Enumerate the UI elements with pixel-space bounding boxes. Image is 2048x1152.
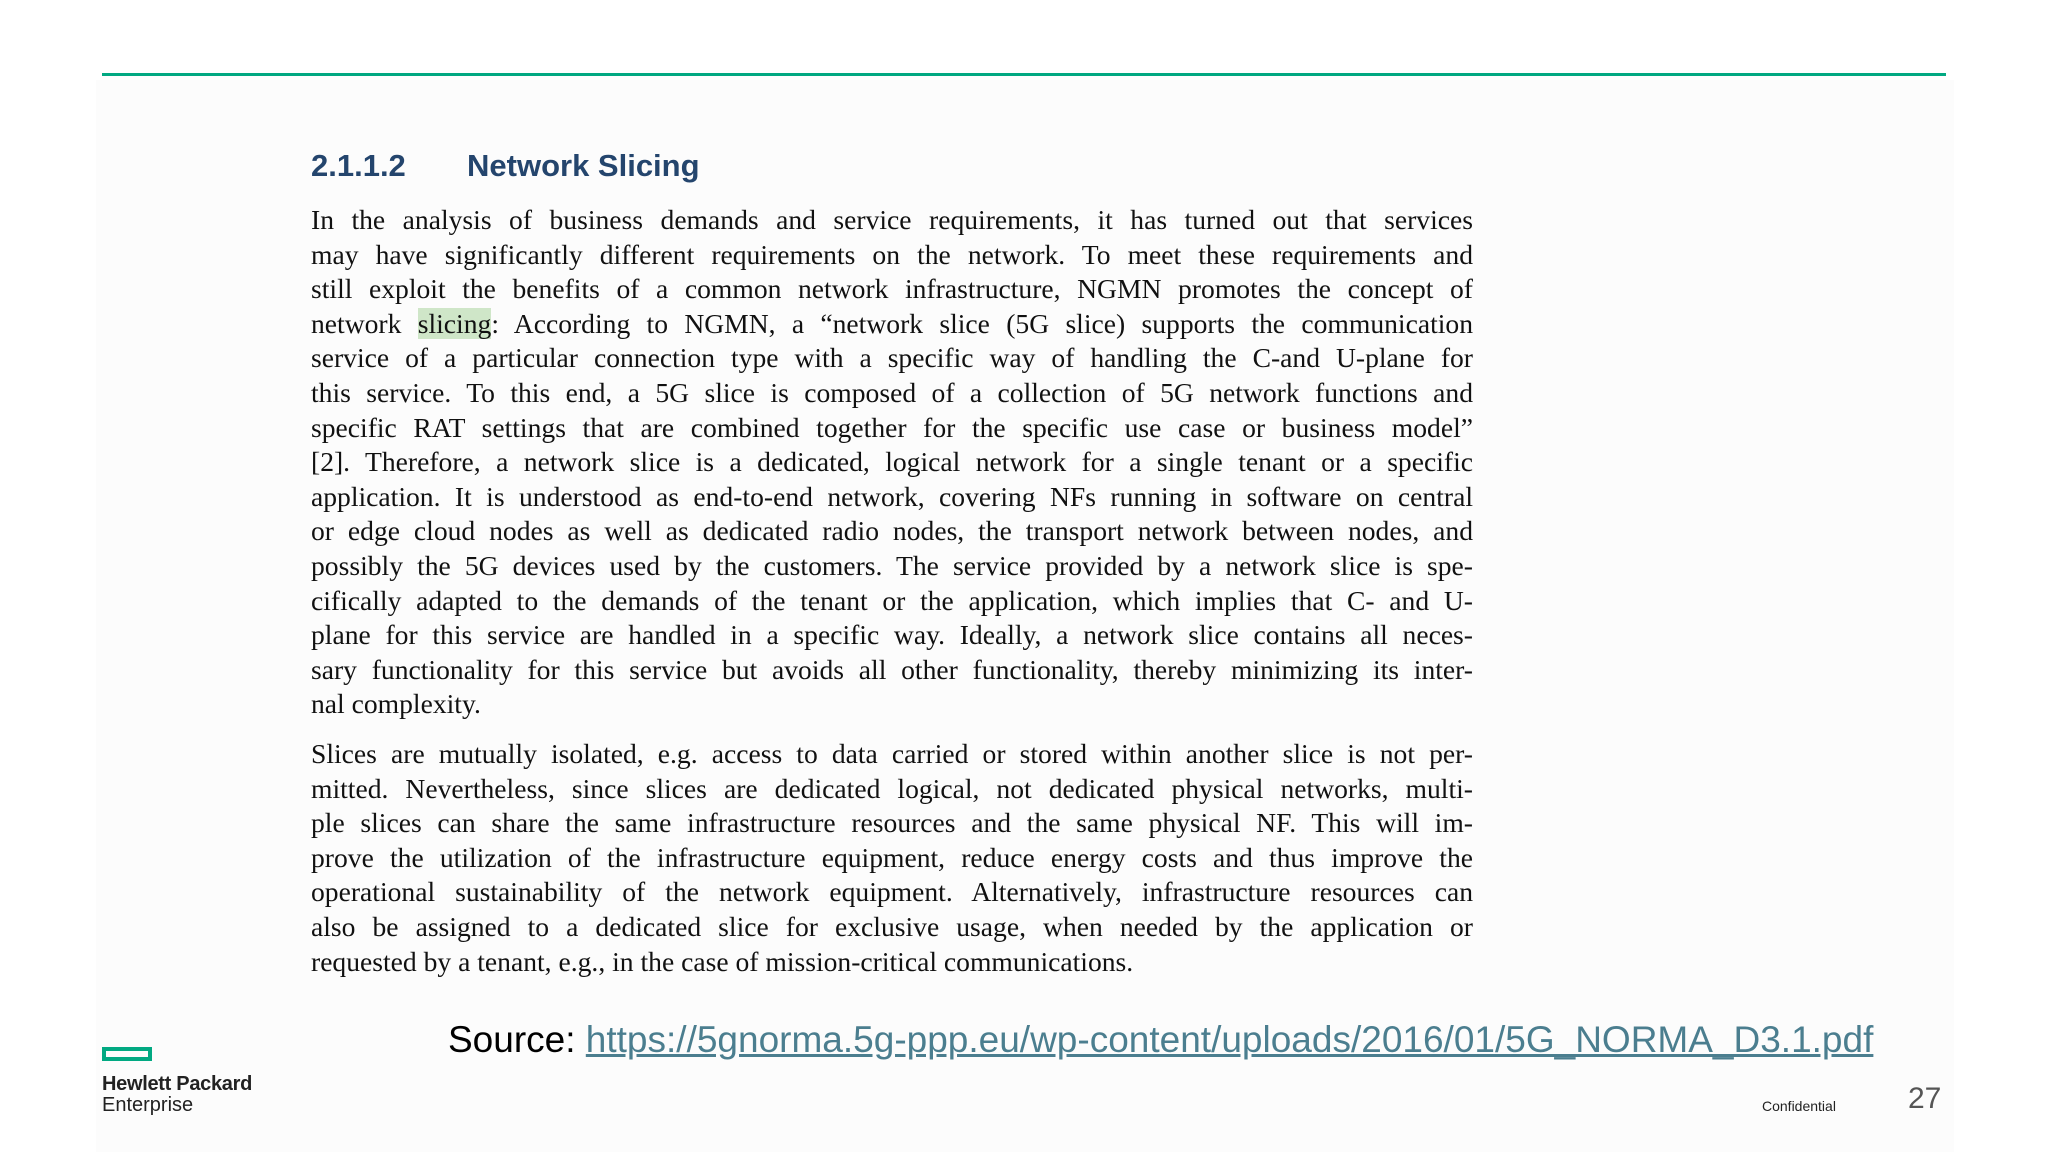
paragraph-line: mitted. Nevertheless, since slices are dedicated logical, not dedicated physical networks, multi- — [311, 772, 1473, 804]
section-heading — [311, 148, 700, 184]
section-title: Network Slicing — [467, 148, 700, 183]
paragraph-line: application. It is understood as end-to-end network, covering NFs running in software on central — [311, 480, 1473, 512]
hpe-logo — [102, 1047, 272, 1117]
paragraph-line: [2]. Therefore, a network slice is a dedicated, logical network for a single tenant or a specific — [311, 446, 1473, 478]
paragraph-line: prove the utilization of the infrastructure equipment, reduce energy costs and thus improve the — [311, 841, 1473, 873]
paragraph-line: still exploit the benefits of a common network infrastructure, NGMN promotes the concept of — [311, 273, 1473, 305]
paragraph-line: ple slices can share the same infrastructure resources and the same physical NF. This will im- — [311, 807, 1473, 839]
confidential-label: Confidential — [1762, 1098, 1836, 1114]
line-segment: : According to NGMN, a “network slice (5G slice) supports the communication — [491, 307, 1473, 339]
paragraph-line: Slices are mutually isolated, e.g. access to data carried or stored within another slice is not per- — [311, 738, 1473, 769]
section-number: 2.1.1.2 — [311, 148, 406, 183]
source-link[interactable]: https://5gnorma.5g-ppp.eu/wp-content/uploads/2016/01/5G_NORMA_D3.1.pdf — [585, 1019, 1874, 1060]
paragraph-1 — [311, 203, 1473, 722]
paragraph-line: service of a particular connection type with a specific way of handling the C-and U-plane for — [311, 342, 1473, 374]
logo-rectangle-icon — [102, 1047, 152, 1061]
source-citation — [448, 1019, 1873, 1061]
paragraph-line: or edge cloud nodes as well as dedicated radio nodes, the transport network between nodes, and — [311, 515, 1473, 547]
page-number: 27 — [1908, 1082, 1942, 1115]
paragraph-line: possibly the 5G devices used by the customers. The service provided by a network slice is spe- — [311, 549, 1473, 581]
paragraph-line: sary functionality for this service but avoids all other functionality, thereby minimizing its inter- — [311, 653, 1473, 685]
paragraph-line: may have significantly different requirements on the network. To meet these requirements and — [311, 238, 1473, 270]
paragraph-line: nal complexity. — [311, 688, 481, 720]
paragraph-line: In the analysis of business demands and service requirements, it has turned out that services — [311, 204, 1473, 235]
paragraph-line: cifically adapted to the demands of the tenant or the application, which implies that C- and U- — [311, 584, 1473, 616]
paragraph-line: plane for this service are handled in a specific way. Ideally, a network slice contains all neces- — [311, 619, 1473, 651]
paragraph-line — [311, 307, 1473, 342]
top-accent-rule — [102, 73, 1946, 76]
source-label: Source: — [448, 1019, 586, 1060]
line-segment: network — [311, 307, 418, 339]
paragraph-line: requested by a tenant, e.g., in the case of mission-critical communications. — [311, 945, 1134, 977]
logo-line-1: Hewlett Packard — [102, 1073, 253, 1095]
logo-line-2: Enterprise — [102, 1094, 194, 1116]
paragraph-line: also be assigned to a dedicated slice for exclusive usage, when needed by the application or — [311, 910, 1473, 942]
paragraph-line: operational sustainability of the network equipment. Alternatively, infrastructure resources can — [311, 876, 1473, 908]
paragraph-2 — [311, 737, 1473, 979]
paragraph-line: this service. To this end, a 5G slice is composed of a collection of 5G network functions and — [311, 376, 1473, 408]
paragraph-line: specific RAT settings that are combined together for the specific use case or business model” — [311, 411, 1473, 443]
highlighted-word: slicing — [417, 307, 492, 339]
